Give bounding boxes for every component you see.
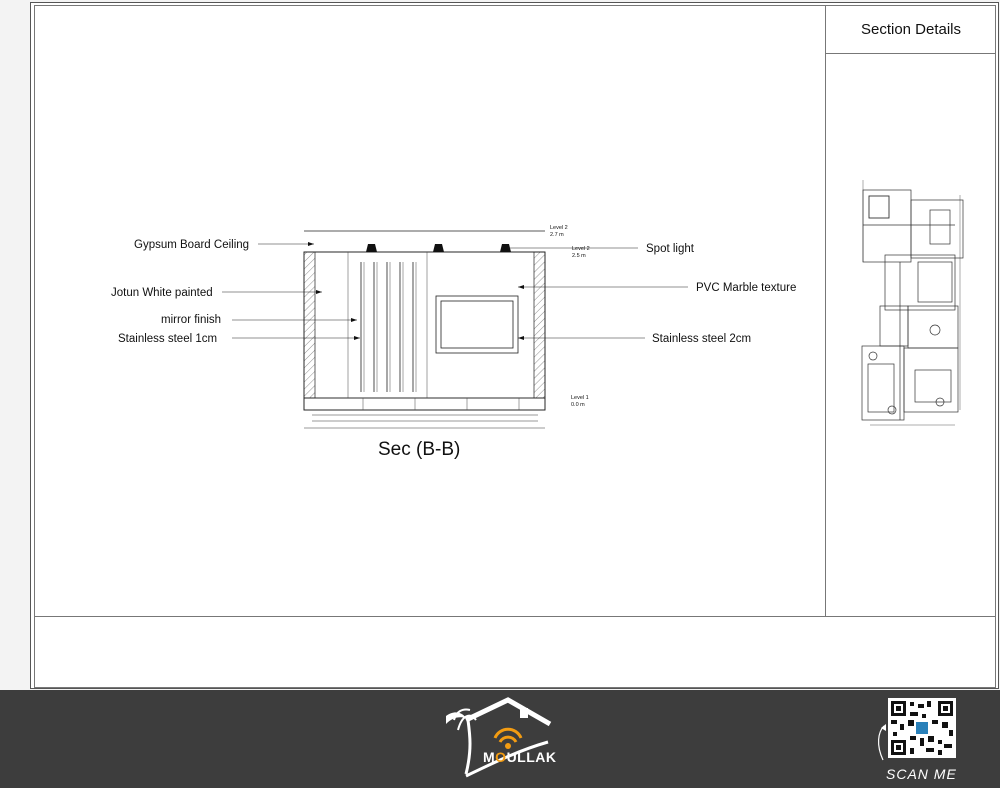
level-top-name: Level 2	[550, 225, 568, 231]
section-details-title: Section Details	[826, 5, 996, 54]
label-stainless-2: Stainless steel 2cm	[652, 333, 752, 345]
room-outline	[304, 252, 545, 410]
right-wall-hatch	[534, 252, 545, 398]
level-bottom-name: Level 1	[571, 395, 589, 401]
level-top-value: 2.7 m	[550, 232, 564, 238]
scan-me-label: SCAN ME	[886, 766, 957, 782]
spot-light-2	[433, 244, 444, 252]
qr-code	[888, 698, 956, 758]
level-bottom-value: 0.0 m	[571, 402, 585, 408]
footer-bar	[0, 690, 1000, 788]
floor-slab	[304, 398, 545, 410]
key-plan	[862, 180, 963, 425]
level-mid-value: 2.5 m	[572, 253, 586, 259]
framed-panel-inner	[441, 301, 513, 348]
framed-panel-outer	[436, 296, 518, 353]
label-gypsum: Gypsum Board Ceiling	[134, 239, 250, 251]
label-pvc: PVC Marble texture	[696, 282, 797, 294]
scan-arrow-icon	[879, 726, 884, 760]
section-title: Sec (B-B)	[378, 439, 461, 460]
left-wall-hatch	[304, 252, 315, 398]
level-mid-name: Level 2	[572, 246, 590, 252]
label-jotun: Jotun White painted	[111, 287, 213, 299]
label-stainless-1: Stainless steel 1cm	[118, 333, 218, 345]
brand-name: MOULLAK	[483, 749, 557, 765]
spot-light-1	[366, 244, 377, 252]
label-mirror: mirror finish	[161, 314, 222, 326]
label-spot-light: Spot light	[646, 243, 694, 255]
